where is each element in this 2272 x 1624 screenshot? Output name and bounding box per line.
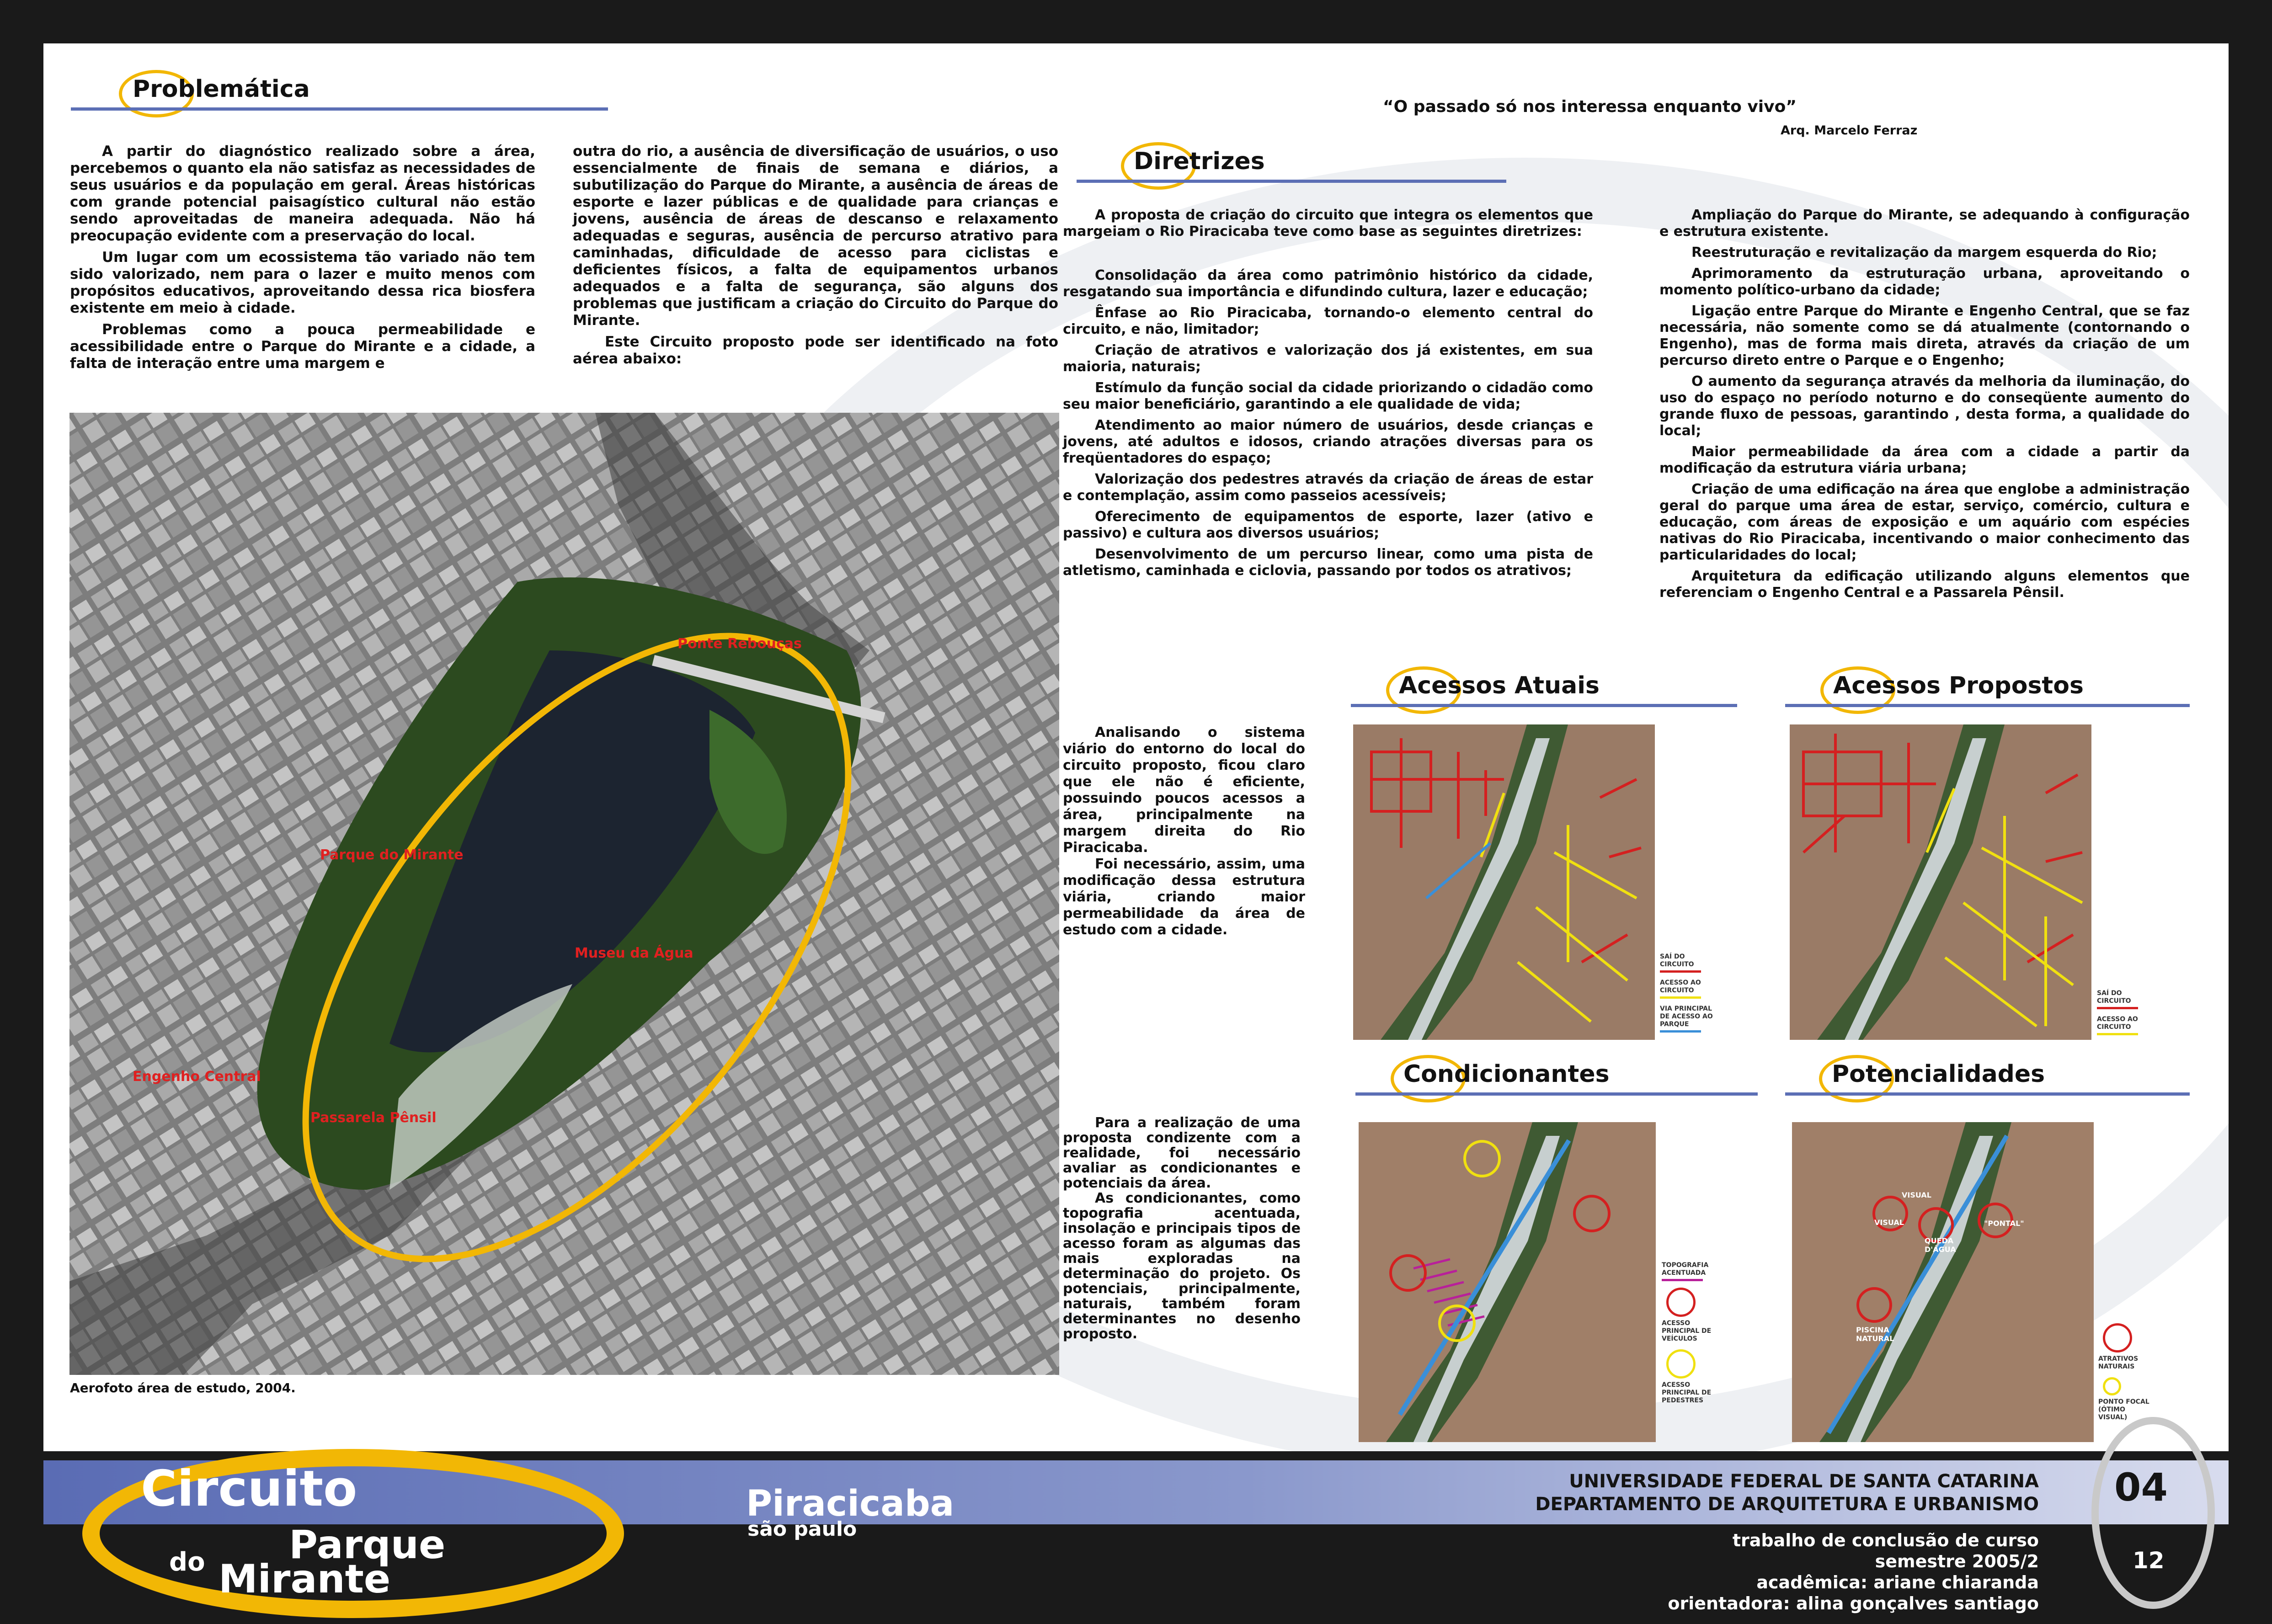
legend-acessos-atuais — [1660, 953, 1715, 1039]
legend-label: ACESSO PRINCIPAL DE PEDESTRES — [1662, 1381, 1712, 1404]
condicionantes-paragraph: As condicionantes, como topografia acentuada, insolação e principais tipos de acesso foram as algumas das mais exploradas na determinação do projeto. Os potenciais, principalmente, naturais, também foram determinantes no desenho proposto. — [1063, 1190, 1301, 1342]
legend-label: TOPOGRAFIA ACENTUADA — [1662, 1262, 1709, 1277]
footer-department: DEPARTAMENTO DE ARQUITETURA E URBANISMO — [1535, 1494, 2039, 1515]
diretrizes-paragraph: Valorização dos pedestres através da criação de áreas de estar e contemplação, assim como passeios acessíveis; — [1063, 471, 1593, 504]
legend-ring-yellow — [1666, 1349, 1696, 1379]
problematica-paragraph: A partir do diagnóstico realizado sobre a área, percebemos o quanto ela não satisfaz as necessidades de seus usuários e da população em geral. Áreas históricas com grande potencial paisagístico cultural não estão sendo aproveitadas de maneira adequada. Não há preocupação evidente com a preservação do local. — [70, 143, 535, 244]
legend-ring-red — [2103, 1323, 2132, 1352]
label-engenho-central: Engenho Central — [133, 1069, 261, 1085]
legend-ring-red — [1666, 1288, 1696, 1317]
problematica-col2 — [573, 143, 1058, 367]
diretrizes-paragraph: Desenvolvimento de um percurso linear, como uma pista de atletismo, caminhada e ciclovia, passando por todos os atrativos; — [1063, 546, 1593, 579]
acessos-paragraph: Analisando o sistema viário do entorno do local do circuito proposto, ficou claro que ele não é eficiente, possuindo poucos acessos a área, principalmente na margem direita do Rio Piracicaba. — [1063, 724, 1305, 856]
footer-circuito: Circuito — [141, 1460, 357, 1518]
acessos-paragraph: Foi necessário, assim, uma modificação dessa estrutura viária, criando maior permeabilidade da área de estudo com a cidade. — [1063, 856, 1305, 938]
footer-advisor: orientadora: alina gonçalves santiago — [1668, 1593, 2039, 1613]
diretrizes-paragraph: Ligação entre Parque do Mirante e Engenho Central, que se faz necessária, não somente como se dá atualmente (contornando o Engenho), mas de forma mais direta, através da criação de um percurso direto entre o Parque e o Engenho; — [1659, 303, 2190, 368]
legend-acessos-propostos — [2097, 990, 2152, 1042]
acessos-propostos-heading — [1833, 672, 2084, 699]
problematica-title: Problemática — [133, 75, 310, 103]
aerial-photo — [69, 413, 1059, 1375]
map-label-visual: VISUAL — [1902, 1191, 1931, 1199]
problematica-paragraph: Um lugar com um ecossistema tão variado não tem sido valorizado, nem para o lazer e muito menos com propósitos educativos, aproveitando dessa rica biosfera existente em meio à cidade. — [70, 249, 535, 316]
quote-text: “O passado só nos interessa enquanto vivo” — [1383, 97, 1797, 116]
map-condicionantes — [1359, 1122, 1656, 1442]
map-label-piscina-natural: PISCINA NATURAL — [1856, 1326, 1894, 1343]
acessos-atuais-heading — [1399, 672, 1600, 699]
page-number-ring — [2091, 1417, 2215, 1609]
legend-label: ATRATIVOS NATURAIS — [2098, 1355, 2139, 1370]
diretrizes-paragraph: Atendimento ao maior número de usuários, desde crianças e jovens, até adultos e idosos, criando atrações diversas para os freqüentadores do espaço; — [1063, 417, 1593, 466]
label-parque-do-mirante: Parque do Mirante — [320, 847, 464, 863]
legend-swatch-yellow — [1660, 996, 1701, 999]
legend-swatch-red — [2097, 1007, 2138, 1009]
footer-work: trabalho de conclusão de curso — [1732, 1530, 2039, 1550]
legend-swatch-magenta — [1662, 1279, 1703, 1281]
legend-label: ACESSO PRINCIPAL DE VEÍCULOS — [1662, 1320, 1712, 1342]
potencialidades-rule — [1785, 1092, 2190, 1096]
diretrizes-col1 — [1063, 207, 1593, 579]
diretrizes-paragraph: Estímulo da função social da cidade priorizando o cidadão como seu maior beneficiário, garantindo a ele qualidade de vida; — [1063, 380, 1593, 412]
map-potencialidades — [1792, 1122, 2094, 1442]
condicionantes-title: Condicionantes — [1403, 1060, 1610, 1088]
legend-label: SAÍ DO CIRCUITO — [2097, 990, 2131, 1005]
problematica-rule — [71, 107, 608, 111]
diretrizes-heading — [1134, 148, 1265, 175]
poster-sheet — [43, 43, 2229, 1451]
legend-label: VIA PRINCIPAL DE ACESSO AO PARQUE — [1660, 1005, 1713, 1028]
map-label-queda-dagua: QUEDA D'ÁGUA — [1925, 1236, 1956, 1254]
diretrizes-paragraph: Arquitetura da edificação utilizando alguns elementos que referenciam o Engenho Central e a Passarela Pênsil. — [1659, 568, 2190, 601]
diretrizes-paragraph: Reestruturação e revitalização da margem esquerda do Rio; — [1691, 245, 2157, 261]
aerial-caption: Aerofoto área de estudo, 2004. — [70, 1380, 296, 1395]
problematica-paragraph: Problemas como a pouca permeabilidade e acessibilidade entre o Parque do Mirante e a cidade, a falta de interação entre uma margem e — [70, 321, 535, 372]
map-label-visual: VISUAL — [1874, 1218, 1904, 1227]
legend-swatch-blue — [1660, 1030, 1701, 1033]
footer-student: acadêmica: ariane chiaranda — [1756, 1572, 2039, 1592]
footer-do: do — [169, 1547, 205, 1577]
diretrizes-paragraph: Aprimoramento da estruturação urbana, aproveitando o momento político-urbano da cidade; — [1659, 266, 2190, 298]
diretrizes-paragraph: Ênfase ao Rio Piracicaba, tornando-o elemento central do circuito, e não, limitador; — [1063, 305, 1593, 337]
diretrizes-title: Diretrizes — [1134, 148, 1265, 175]
condicionantes-heading — [1403, 1060, 1610, 1088]
acessos-text — [1063, 724, 1305, 938]
legend-potencialidades — [2098, 1323, 2153, 1422]
total-sheets: 12 — [2133, 1547, 2165, 1574]
legend-label: PONTO FOCAL (ÓTIMO VISUAL) — [2098, 1398, 2149, 1421]
diretrizes-rule — [1077, 180, 1506, 183]
potencialidades-title: Potencialidades — [1832, 1060, 2045, 1088]
footer-city: Piracicaba — [746, 1483, 955, 1524]
label-passarela-pensil: Passarela Pênsil — [310, 1110, 437, 1126]
footer-semester: semestre 2005/2 — [1875, 1551, 2039, 1571]
diretrizes-paragraph: Oferecimento de equipamentos de esporte, lazer (ativo e passivo) e cultura aos diversos usuários; — [1063, 509, 1593, 541]
diretrizes-paragraph: O aumento da segurança através da melhoria da iluminação, do uso do espaço no período noturno e do conseqüente aumento do grande fluxo de pessoas, garantindo , desta forma, a qualidade do local; — [1659, 373, 2190, 439]
legend-swatch-yellow — [2097, 1033, 2138, 1035]
diretrizes-col2 — [1659, 207, 2190, 601]
potencialidades-heading — [1832, 1060, 2045, 1088]
footer-university: UNIVERSIDADE FEDERAL DE SANTA CATARINA — [1569, 1471, 2039, 1492]
acessos-atuais-rule — [1351, 704, 1737, 707]
problematica-col1 — [70, 143, 535, 372]
diretrizes-paragraph: A proposta de criação do circuito que integra os elementos que margeiam o Rio Piracicaba teve como base as seguintes diretrizes: — [1063, 207, 1593, 240]
problematica-paragraph: outra do rio, a ausência de diversificação de usuários, o uso essencialmente de finais de semana e diários, a subutilização do Parque do Mirante, a ausência de áreas de esporte e lazer públicas e de qualidade para crianças e jovens, ausência de áreas de descanso e relaxamento adequadas e seguras, ausência de percurso atrativo para caminhadas, dificuldade de acesso para ciclistas e deficientes físicos, a falta de equipamentos urbanos adequados e a falta de segurança, são alguns dos problemas que justificam a criação do Circuito do Parque do Mirante. — [573, 143, 1058, 329]
footer-mirante: Mirante — [219, 1556, 391, 1602]
legend-label: ACESSO AO CIRCUITO — [1660, 979, 1701, 994]
condicionantes-paragraph: Para a realização de uma proposta condizente com a realidade, foi necessário avaliar as condicionantes e potenciais da área. — [1063, 1115, 1301, 1191]
legend-condicionantes — [1662, 1262, 1717, 1405]
sheet-number: 04 — [2114, 1465, 2168, 1510]
legend-label: ACESSO AO CIRCUITO — [2097, 1016, 2138, 1031]
diretrizes-paragraph: Consolidação da área como patrimônio histórico da cidade, resgatando sua importância e difundindo cultura, lazer e educação; — [1063, 267, 1593, 300]
diretrizes-paragraph: Ampliação do Parque do Mirante, se adequando à configuração e estrutura existente. — [1659, 207, 2190, 240]
quote-author: Arq. Marcelo Ferraz — [1781, 123, 1918, 138]
legend-label: SAÍ DO CIRCUITO — [1660, 953, 1694, 968]
map-acessos-propostos — [1790, 724, 2091, 1040]
label-ponte-reboucas: Ponte Rebouças — [677, 636, 802, 652]
label-museu-da-agua: Museu da Água — [575, 945, 693, 961]
condicionantes-text — [1063, 1115, 1301, 1342]
footer-parque: Parque — [289, 1522, 446, 1568]
map-acessos-atuais — [1353, 724, 1655, 1040]
problematica-paragraph: Este Circuito proposto pode ser identificado na foto aérea abaixo: — [573, 334, 1058, 367]
diretrizes-paragraph: Maior permeabilidade da área com a cidade a partir da modificação da estrutura viária urbana; — [1659, 444, 2190, 476]
diretrizes-paragraph: Criação de uma edificação na área que englobe a administração geral do parque uma área de estar, serviço, comércio, cultura e educação, com áreas de exposição e um aquário com espécies nativas do Rio Piracicaba, incentivando o maior conhecimento das particularidades do local; — [1659, 481, 2190, 563]
acessos-atuais-title: Acessos Atuais — [1399, 672, 1600, 699]
problematica-heading — [133, 75, 310, 103]
condicionantes-rule — [1355, 1092, 1758, 1096]
legend-swatch-red — [1660, 970, 1701, 973]
acessos-propostos-rule — [1785, 704, 2190, 707]
map-label-pontal: "PONTAL" — [1984, 1219, 2024, 1228]
acessos-propostos-title: Acessos Propostos — [1833, 672, 2084, 699]
footer-state: são paulo — [747, 1518, 857, 1541]
legend-ring-yellow — [2103, 1377, 2121, 1395]
diretrizes-paragraph: Criação de atrativos e valorização dos já existentes, em sua maioria, naturais; — [1063, 342, 1593, 375]
